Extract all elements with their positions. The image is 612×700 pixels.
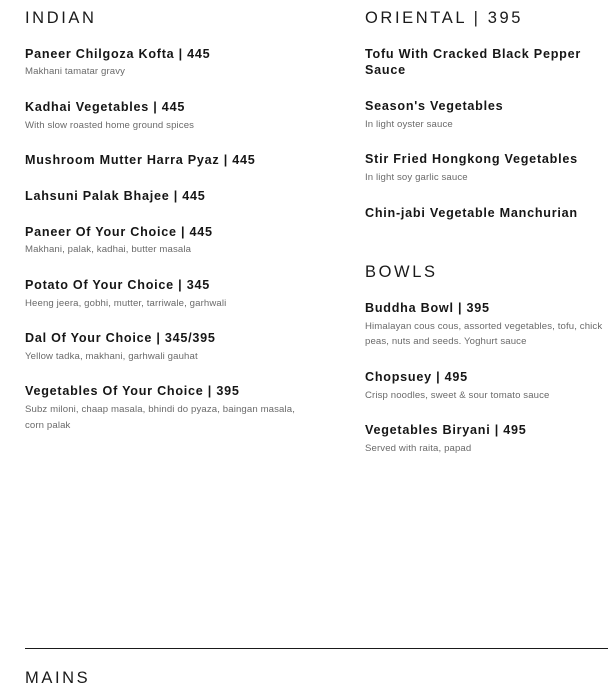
menu-item-description: Yellow tadka, makhani, garhwali gauhat [25, 350, 198, 362]
menu-item [25, 330, 315, 364]
menu-item [365, 98, 604, 132]
menu-item-title: Potato Of Your Choice | 345 [25, 277, 210, 292]
item-spacer [365, 410, 604, 422]
menu-item-title: Kadhai Vegetables | 445 [25, 99, 186, 114]
menu-item-title: Lahsuni Palak Bhajee | 445 [25, 188, 206, 203]
section-heading-mains: MAINS [25, 669, 91, 687]
menu-item-description: Subz miloni, chaap masala, bhindi do pyaza, baingan masala, corn palak [25, 404, 296, 431]
menu-item-description: Makhani, palak, kadhai, butter masala [25, 244, 192, 256]
item-spacer [365, 193, 604, 205]
menu-section-oriental [365, 8, 604, 221]
menu-item [25, 99, 315, 133]
menu-item-description: In light oyster sauce [365, 118, 453, 130]
menu-item-description: Crisp noodles, sweet & sour tomato sauce [365, 389, 550, 401]
menu-item-title: Mushroom Mutter Harra Pyaz | 445 [25, 153, 256, 168]
section-heading-bowls: BOWLS [365, 263, 438, 282]
menu-column-left [0, 0, 345, 433]
menu-item-description: Heeng jeera, gobhi, mutter, tarriwale, garhwali [25, 297, 227, 309]
menu-item-title: Vegetables Of Your Choice | 395 [25, 384, 240, 399]
item-spacer [25, 265, 315, 277]
menu-item [25, 383, 315, 433]
item-spacer [25, 318, 315, 330]
menu-item-title: Season's Vegetables [365, 99, 504, 114]
item-spacer [25, 87, 315, 99]
section-heading-indian: INDIAN [25, 9, 97, 27]
menu-item-title: Dal Of Your Choice | 345/395 [25, 331, 216, 346]
section-heading-oriental: ORIENTAL | 395 [365, 9, 524, 27]
menu-section-bowls [365, 262, 604, 456]
menu-item-title: Stir Fried Hongkong Vegetables [365, 152, 578, 167]
item-spacer [25, 371, 315, 383]
item-spacer [365, 139, 604, 151]
menu-item-description: Himalayan cous cous, assorted vegetables, tofu, chick peas, nuts and seeds. Yoghurt sauce [365, 320, 603, 348]
menu-item-description: In light soy garlic sauce [365, 172, 468, 184]
menu-section-indian [25, 8, 315, 433]
menu-item [365, 300, 604, 350]
menu-item-title: Vegetables Biryani | 495 [365, 423, 527, 438]
menu-item [25, 224, 315, 258]
menu-item [365, 369, 604, 403]
menu-item-description: Makhani tamatar gravy [25, 66, 126, 78]
menu-item-title: Tofu With Cracked Black Pepper Sauce [365, 46, 581, 78]
item-spacer [25, 176, 315, 188]
menu-item [365, 151, 604, 185]
menu-item-description: With slow roasted home ground spices [25, 119, 195, 131]
menu-column-right [345, 0, 612, 456]
item-spacer [365, 86, 604, 98]
menu-item [25, 46, 315, 80]
menu-item [365, 46, 604, 79]
menu-item [25, 277, 315, 311]
item-spacer [25, 212, 315, 224]
item-spacer [365, 357, 604, 369]
section-spacer [365, 221, 604, 262]
item-spacer [25, 140, 315, 152]
menu-item-title: Paneer Of Your Choice | 445 [25, 224, 213, 239]
menu-item-title: Chin-jabi Vegetable Manchurian [365, 205, 578, 220]
menu-item-description: Served with raita, papad [365, 442, 472, 454]
section-divider [25, 648, 608, 649]
menu-item [25, 188, 315, 205]
menu-item-title: Buddha Bowl | 395 [365, 300, 490, 315]
menu-item [25, 152, 315, 169]
menu-item-title: Paneer Chilgoza Kofta | 445 [25, 46, 211, 61]
menu-item [365, 422, 604, 456]
menu-item [365, 205, 604, 222]
menu-item-title: Chopsuey | 495 [365, 369, 468, 384]
